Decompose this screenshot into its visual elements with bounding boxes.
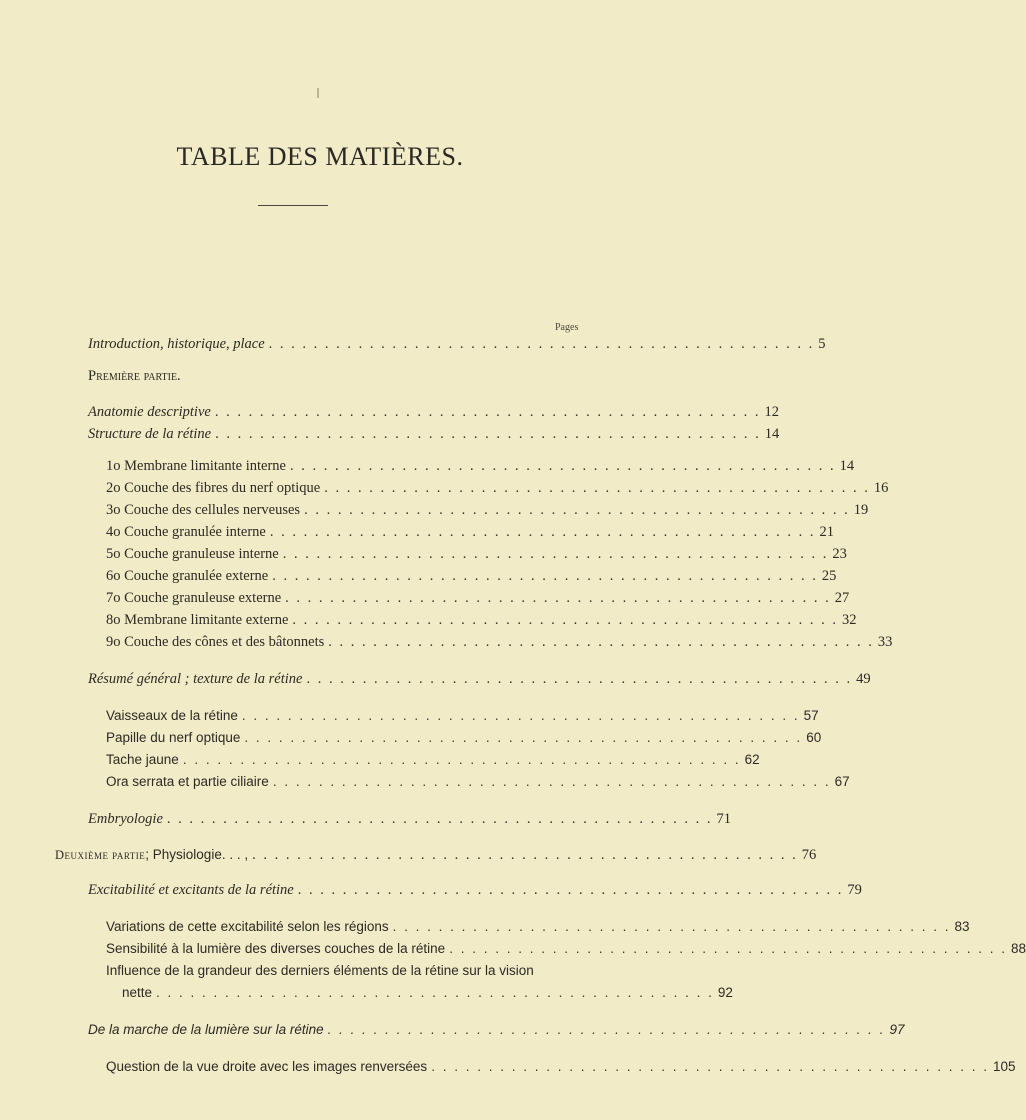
- toc-label: Structure de la rétine: [88, 426, 212, 442]
- leader-dots: . . . . . . . . . . . . . . . . . . . . . . . . . . . . . . . . . . . . . . . . . . . . . . . . .: [289, 458, 836, 474]
- toc-page: 88: [1011, 941, 1026, 956]
- leader-dots: . . . . . . . . . . . . . . . . . . . . . . . . . . . . . . . . . . . . . . . . . . . . . . . . .: [272, 774, 831, 789]
- toc-label: 1o Membrane limitante interne: [106, 458, 286, 474]
- leader-dots: . . . . . . . . . . . . . . . . . . . . . . . . . . . . . . . . . . . . . . . . . . . . . . . . .: [282, 546, 829, 562]
- toc-page: 92: [717, 985, 733, 1000]
- toc-label: 8o Membrane limitante externe: [106, 612, 289, 628]
- ink-mark: [317, 88, 319, 98]
- toc-page: 21: [819, 524, 834, 540]
- toc-entry-layer-2: [106, 480, 889, 497]
- leader-dots: . . . . . . . . . . . . . . . . . . . . . . . . . . . . . . . . . . . . . . . . . . . . . . . . .: [252, 847, 798, 863]
- leader-dots: . . . . . . . . . . . . . . . . . . . . . . . . . . . . . . . . . . . . . . . . . . . . . . . . .: [324, 480, 870, 496]
- toc-entry-layer-9: [106, 634, 893, 651]
- toc-page: 12: [764, 404, 779, 420]
- leader-dots: . . . . . . . . . . . . . . . . . . . . . . . . . . . . . . . . . . . . . . . . . . . . . . . . .: [269, 524, 816, 540]
- toc-page: 23: [832, 546, 847, 562]
- leader-dots: . . . . . . . . . . . . . . . . . . . . . . . . . . . . . . . . . . . . . . . . . . . . . . . . .: [449, 941, 1008, 956]
- toc-label: Sensibilité à la lumière des diverses couches de la rétine: [106, 941, 446, 956]
- leader-dots: . . . . . . . . . . . . . . . . . . . . . . . . . . . . . . . . . . . . . . . . . . . . . . . . .: [215, 426, 761, 442]
- toc-entry-layer-3: [106, 502, 869, 519]
- leader-dots: . . . . . . . . . . . . . . . . . . . . . . . . . . . . . . . . . . . . . . . . . . . . . . . . .: [156, 985, 714, 1000]
- toc-label: 6o Couche granulée externe: [106, 568, 269, 584]
- leader-dots: . . . . . . . . . . . . . . . . . . . . . . . . . . . . . . . . . . . . . . . . . . . . . . . . .: [292, 612, 839, 628]
- toc-entry-excitabilite: [88, 882, 862, 899]
- toc-label: Résumé général ; texture de la rétine: [88, 671, 303, 687]
- page-title: TABLE DES MATIÈRES.: [176, 142, 464, 171]
- leader-dots: . . . . . . . . . . . . . . . . . . . . . . . . . . . . . . . . . . . . . . . . . . . . . . . . .: [306, 671, 853, 687]
- toc-page: 62: [744, 752, 760, 767]
- leader-dots: . . . . . . . . . . . . . . . . . . . . . . . . . . . . . . . . . . . . . . . . . . . . . . . . .: [304, 502, 850, 518]
- toc-label: Tache jaune: [106, 752, 179, 767]
- toc-entry-layer-6: [106, 568, 837, 585]
- toc-label: Variations de cette excitabilité selon les régions: [106, 919, 389, 934]
- toc-entry-layer-1: [106, 458, 855, 475]
- toc-page: 57: [803, 708, 819, 723]
- toc-page: 27: [834, 590, 850, 606]
- toc-label: 2o Couche des fibres du nerf optique: [106, 480, 321, 496]
- toc-page: 5: [818, 336, 826, 352]
- toc-label: Ora serrata et partie ciliaire: [106, 774, 269, 789]
- toc-page: 67: [834, 774, 850, 789]
- toc-label: Excitabilité et excitants de la rétine: [88, 882, 294, 898]
- toc-label: 4o Couche granulée interne: [106, 524, 266, 540]
- toc-page: 83: [954, 919, 970, 934]
- leader-dots: . . . . . . . . . . . . . . . . . . . . . . . . . . . . . . . . . . . . . . . . . . . . . . . . .: [392, 919, 951, 934]
- toc-entry-vaisseaux: [106, 708, 819, 723]
- toc-page: 14: [764, 426, 780, 442]
- toc-entry-layer-5: [106, 546, 847, 563]
- leader-dots: . . . . . . . . . . . . . . . . . . . . . . . . . . . . . . . . . . . . . . . . . . . . . . . . .: [244, 730, 803, 745]
- title-divider: [258, 205, 328, 206]
- toc-page: 32: [842, 612, 857, 628]
- toc-entry-resume: [88, 671, 871, 688]
- toc-page: 25: [821, 568, 837, 584]
- toc-label: Anatomie descriptive: [88, 404, 211, 420]
- leader-dots: . . . . . . . . . . . . . . . . . . . . . . . . . . . . . . . . . . . . . . . . . . . . . . . . .: [272, 568, 818, 584]
- toc-page: 49: [856, 671, 871, 687]
- toc-entry-structure: [88, 426, 780, 443]
- toc-entry-second-part: [55, 847, 817, 864]
- part-heading-first: Première partie.: [88, 368, 181, 384]
- toc-label: Question de la vue droite avec les images renversées: [106, 1059, 428, 1074]
- toc-label: 3o Couche des cellules nerveuses: [106, 502, 301, 518]
- toc-entry-marche: [88, 1022, 905, 1037]
- leader-dots: . . . . . . . . . . . . . . . . . . . . . . . . . . . . . . . . . . . . . . . . . . . . . . . . .: [297, 882, 844, 898]
- leader-dots: . . . . . . . . . . . . . . . . . . . . . . . . . . . . . . . . . . . . . . . . . . . . . . . . .: [327, 1022, 886, 1037]
- toc-entry-ora: [106, 774, 850, 789]
- toc-page: 16: [873, 480, 889, 496]
- toc-label: ; Physiologie. . . ,: [145, 847, 249, 862]
- toc-page: 97: [889, 1022, 905, 1037]
- leader-dots: . . . . . . . . . . . . . . . . . . . . . . . . . . . . . . . . . . . . . . . . . . . . . . . . .: [268, 336, 815, 352]
- toc-entry-variations: [106, 919, 970, 934]
- toc-page: 79: [847, 882, 862, 898]
- toc-page: 105: [993, 1059, 1016, 1074]
- toc-entry-embryologie: [88, 811, 732, 828]
- toc-page: 76: [801, 847, 817, 863]
- toc-entry-papille: [106, 730, 822, 745]
- leader-dots: . . . . . . . . . . . . . . . . . . . . . . . . . . . . . . . . . . . . . . . . . . . . . . . . .: [285, 590, 831, 606]
- part-heading-second: Deuxième partie: [55, 848, 146, 862]
- leader-dots: . . . . . . . . . . . . . . . . . . . . . . . . . . . . . . . . . . . . . . . . . . . . . . . . .: [182, 752, 741, 767]
- toc-entry-influence: Influence de la grandeur des derniers éléments de la rétine sur la vision: [106, 963, 534, 978]
- toc-label: Vaisseaux de la rétine: [106, 708, 238, 723]
- leader-dots: . . . . . . . . . . . . . . . . . . . . . . . . . . . . . . . . . . . . . . . . . . . . . . . . .: [328, 634, 874, 650]
- toc-entry-layer-8: [106, 612, 857, 629]
- toc-entry-sensibilite: [106, 941, 1026, 956]
- toc-entry-tache: [106, 752, 760, 767]
- pages-column-header: Pages: [555, 322, 579, 333]
- toc-page: 19: [853, 502, 869, 518]
- toc-label: 9o Couche des cônes et des bâtonnets: [106, 634, 325, 650]
- toc-label: nette: [122, 985, 153, 1000]
- toc-entry-influence-cont: [122, 985, 733, 1000]
- toc-page: 60: [806, 730, 822, 745]
- toc-entry-layer-7: [106, 590, 850, 607]
- toc-label: De la marche de la lumière sur la rétine: [88, 1022, 324, 1037]
- toc-entry-anatomie: [88, 404, 779, 421]
- leader-dots: . . . . . . . . . . . . . . . . . . . . . . . . . . . . . . . . . . . . . . . . . . . . . . . . .: [166, 811, 713, 827]
- toc-entry-question: [106, 1059, 1016, 1074]
- leader-dots: . . . . . . . . . . . . . . . . . . . . . . . . . . . . . . . . . . . . . . . . . . . . . . . . .: [241, 708, 800, 723]
- toc-page: 71: [716, 811, 732, 827]
- toc-label: Embryologie: [88, 811, 163, 827]
- toc-label: 5o Couche granuleuse interne: [106, 546, 279, 562]
- toc-label: Introduction, historique, place: [88, 336, 265, 352]
- leader-dots: . . . . . . . . . . . . . . . . . . . . . . . . . . . . . . . . . . . . . . . . . . . . . . . . .: [214, 404, 761, 420]
- toc-page: 14: [839, 458, 855, 474]
- toc-label: Papille du nerf optique: [106, 730, 241, 745]
- toc-page: 33: [877, 634, 893, 650]
- toc-label: 7o Couche granuleuse externe: [106, 590, 282, 606]
- toc-entry-layer-4: [106, 524, 834, 541]
- leader-dots: . . . . . . . . . . . . . . . . . . . . . . . . . . . . . . . . . . . . . . . . . . . . . . . . .: [431, 1059, 990, 1074]
- toc-entry-introduction: [88, 336, 826, 353]
